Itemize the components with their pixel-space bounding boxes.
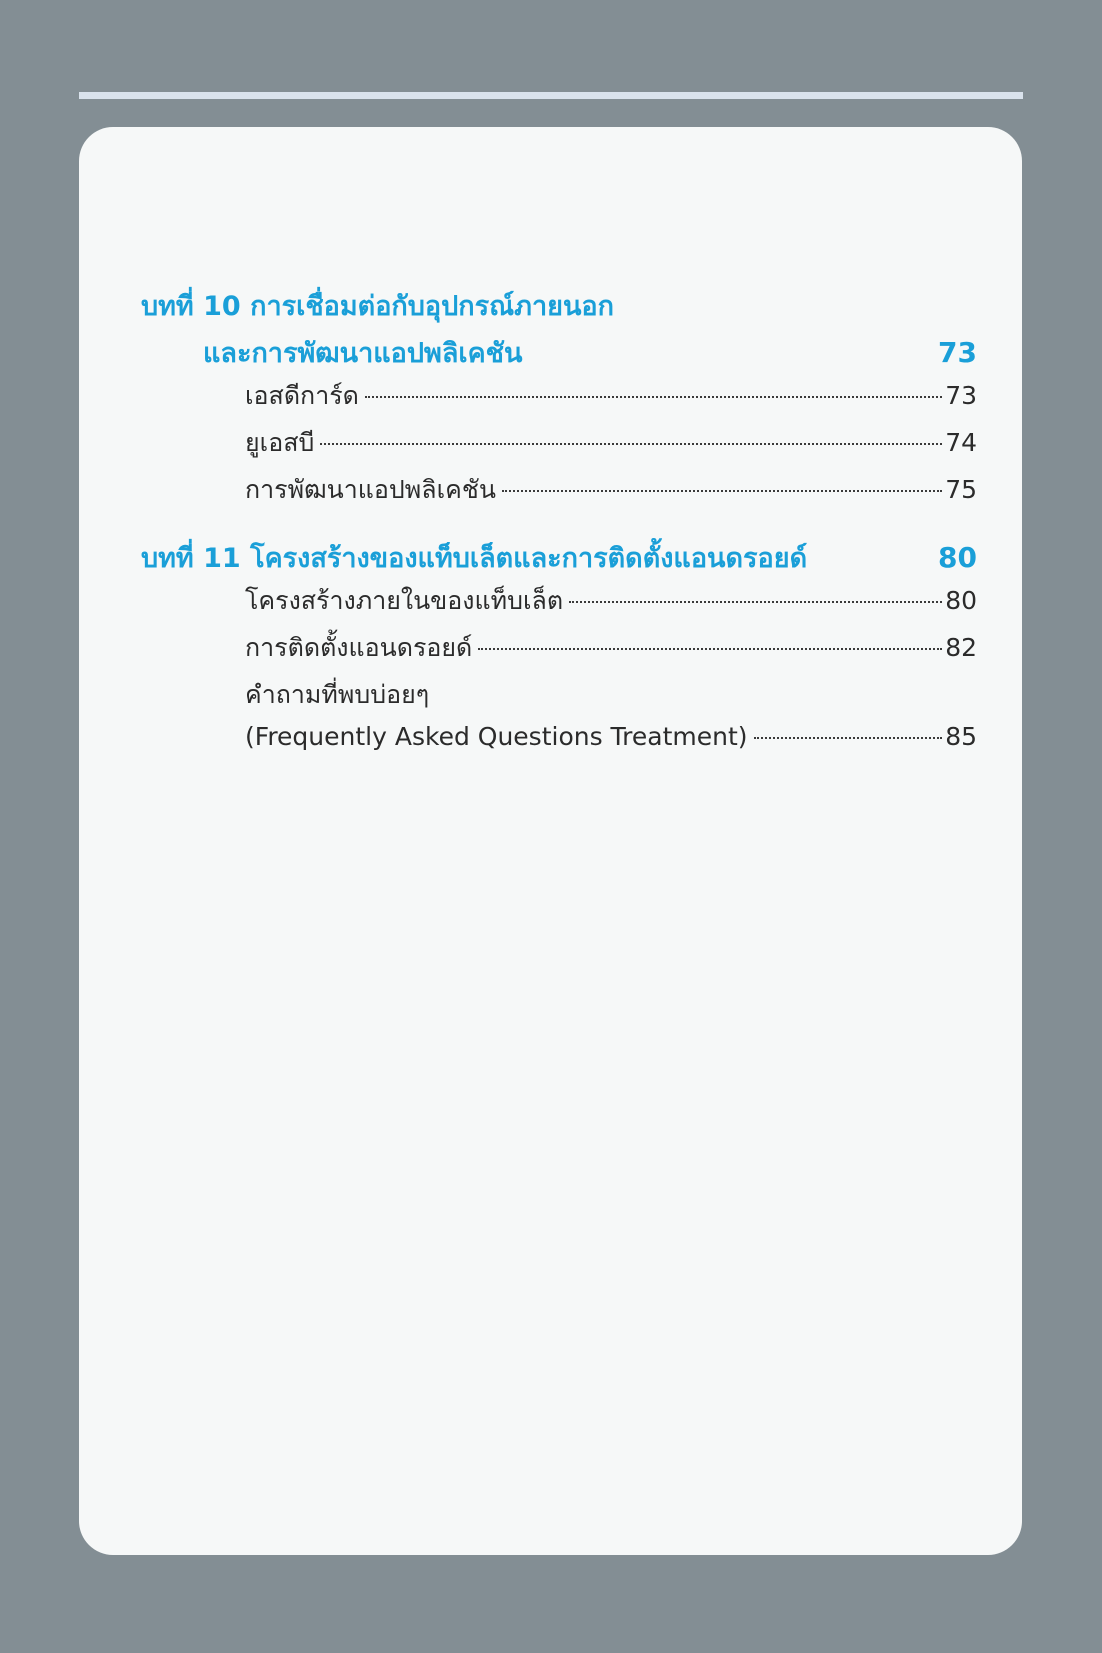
toc-entry-sd-card[interactable]: [245, 376, 977, 422]
toc-entry-tablet-internals[interactable]: [245, 581, 977, 627]
entry-page: 75: [945, 475, 977, 504]
entry-label: เอสดีการ์ด: [245, 381, 359, 410]
leader-dots: [754, 737, 943, 739]
leader-dots: [365, 396, 942, 398]
entry-page: 73: [945, 381, 977, 410]
entry-page: 82: [945, 633, 977, 662]
toc-entry-android-install[interactable]: [245, 628, 977, 674]
chapter-10-title-line2: และการพัฒนาแอปพลิเคชัน: [203, 337, 523, 369]
top-rule: [79, 92, 1023, 99]
entry-label: โครงสร้างภายในของแท็บเล็ต: [245, 586, 564, 615]
leader-dots: [502, 490, 942, 492]
toc-entry-faq-line1[interactable]: [245, 675, 429, 721]
toc-entry-faq[interactable]: [245, 722, 977, 768]
leader-dots: [478, 648, 942, 650]
chapter-11-heading[interactable]: [79, 534, 1022, 580]
toc-entry-app-development[interactable]: [245, 470, 977, 516]
entry-page: 85: [945, 722, 977, 751]
chapter-10-heading-line2[interactable]: [79, 329, 1022, 375]
toc-entry-usb[interactable]: [245, 423, 977, 469]
entry-label: การติดตั้งแอนดรอยด์: [245, 633, 473, 662]
chapter-11-title: บทที่ 11 โครงสร้างของแท็บเล็ตและการติดตั้งแอนดรอยด์: [141, 542, 808, 574]
leader-dots: [320, 443, 942, 445]
entry-page: 74: [945, 428, 977, 457]
chapter-10-heading[interactable]: [79, 282, 1022, 328]
toc-card: [79, 127, 1022, 1555]
chapter-11-page: 80: [938, 540, 977, 574]
leader-dots: [569, 601, 942, 603]
table-of-contents: [79, 127, 1022, 1555]
entry-label: ยูเอสบี: [245, 428, 315, 457]
entry-page: 80: [945, 586, 977, 615]
chapter-10-title-line1: บทที่ 10 การเชื่อมต่อกับอุปกรณ์ภายนอก: [141, 290, 614, 322]
chapter-10-page: 73: [938, 335, 977, 369]
entry-label: คำถามที่พบบ่อยๆ: [245, 680, 430, 709]
entry-label: การพัฒนาแอปพลิเคชัน: [245, 475, 496, 504]
entry-label-english: (Frequently Asked Questions Treatment): [245, 722, 748, 751]
